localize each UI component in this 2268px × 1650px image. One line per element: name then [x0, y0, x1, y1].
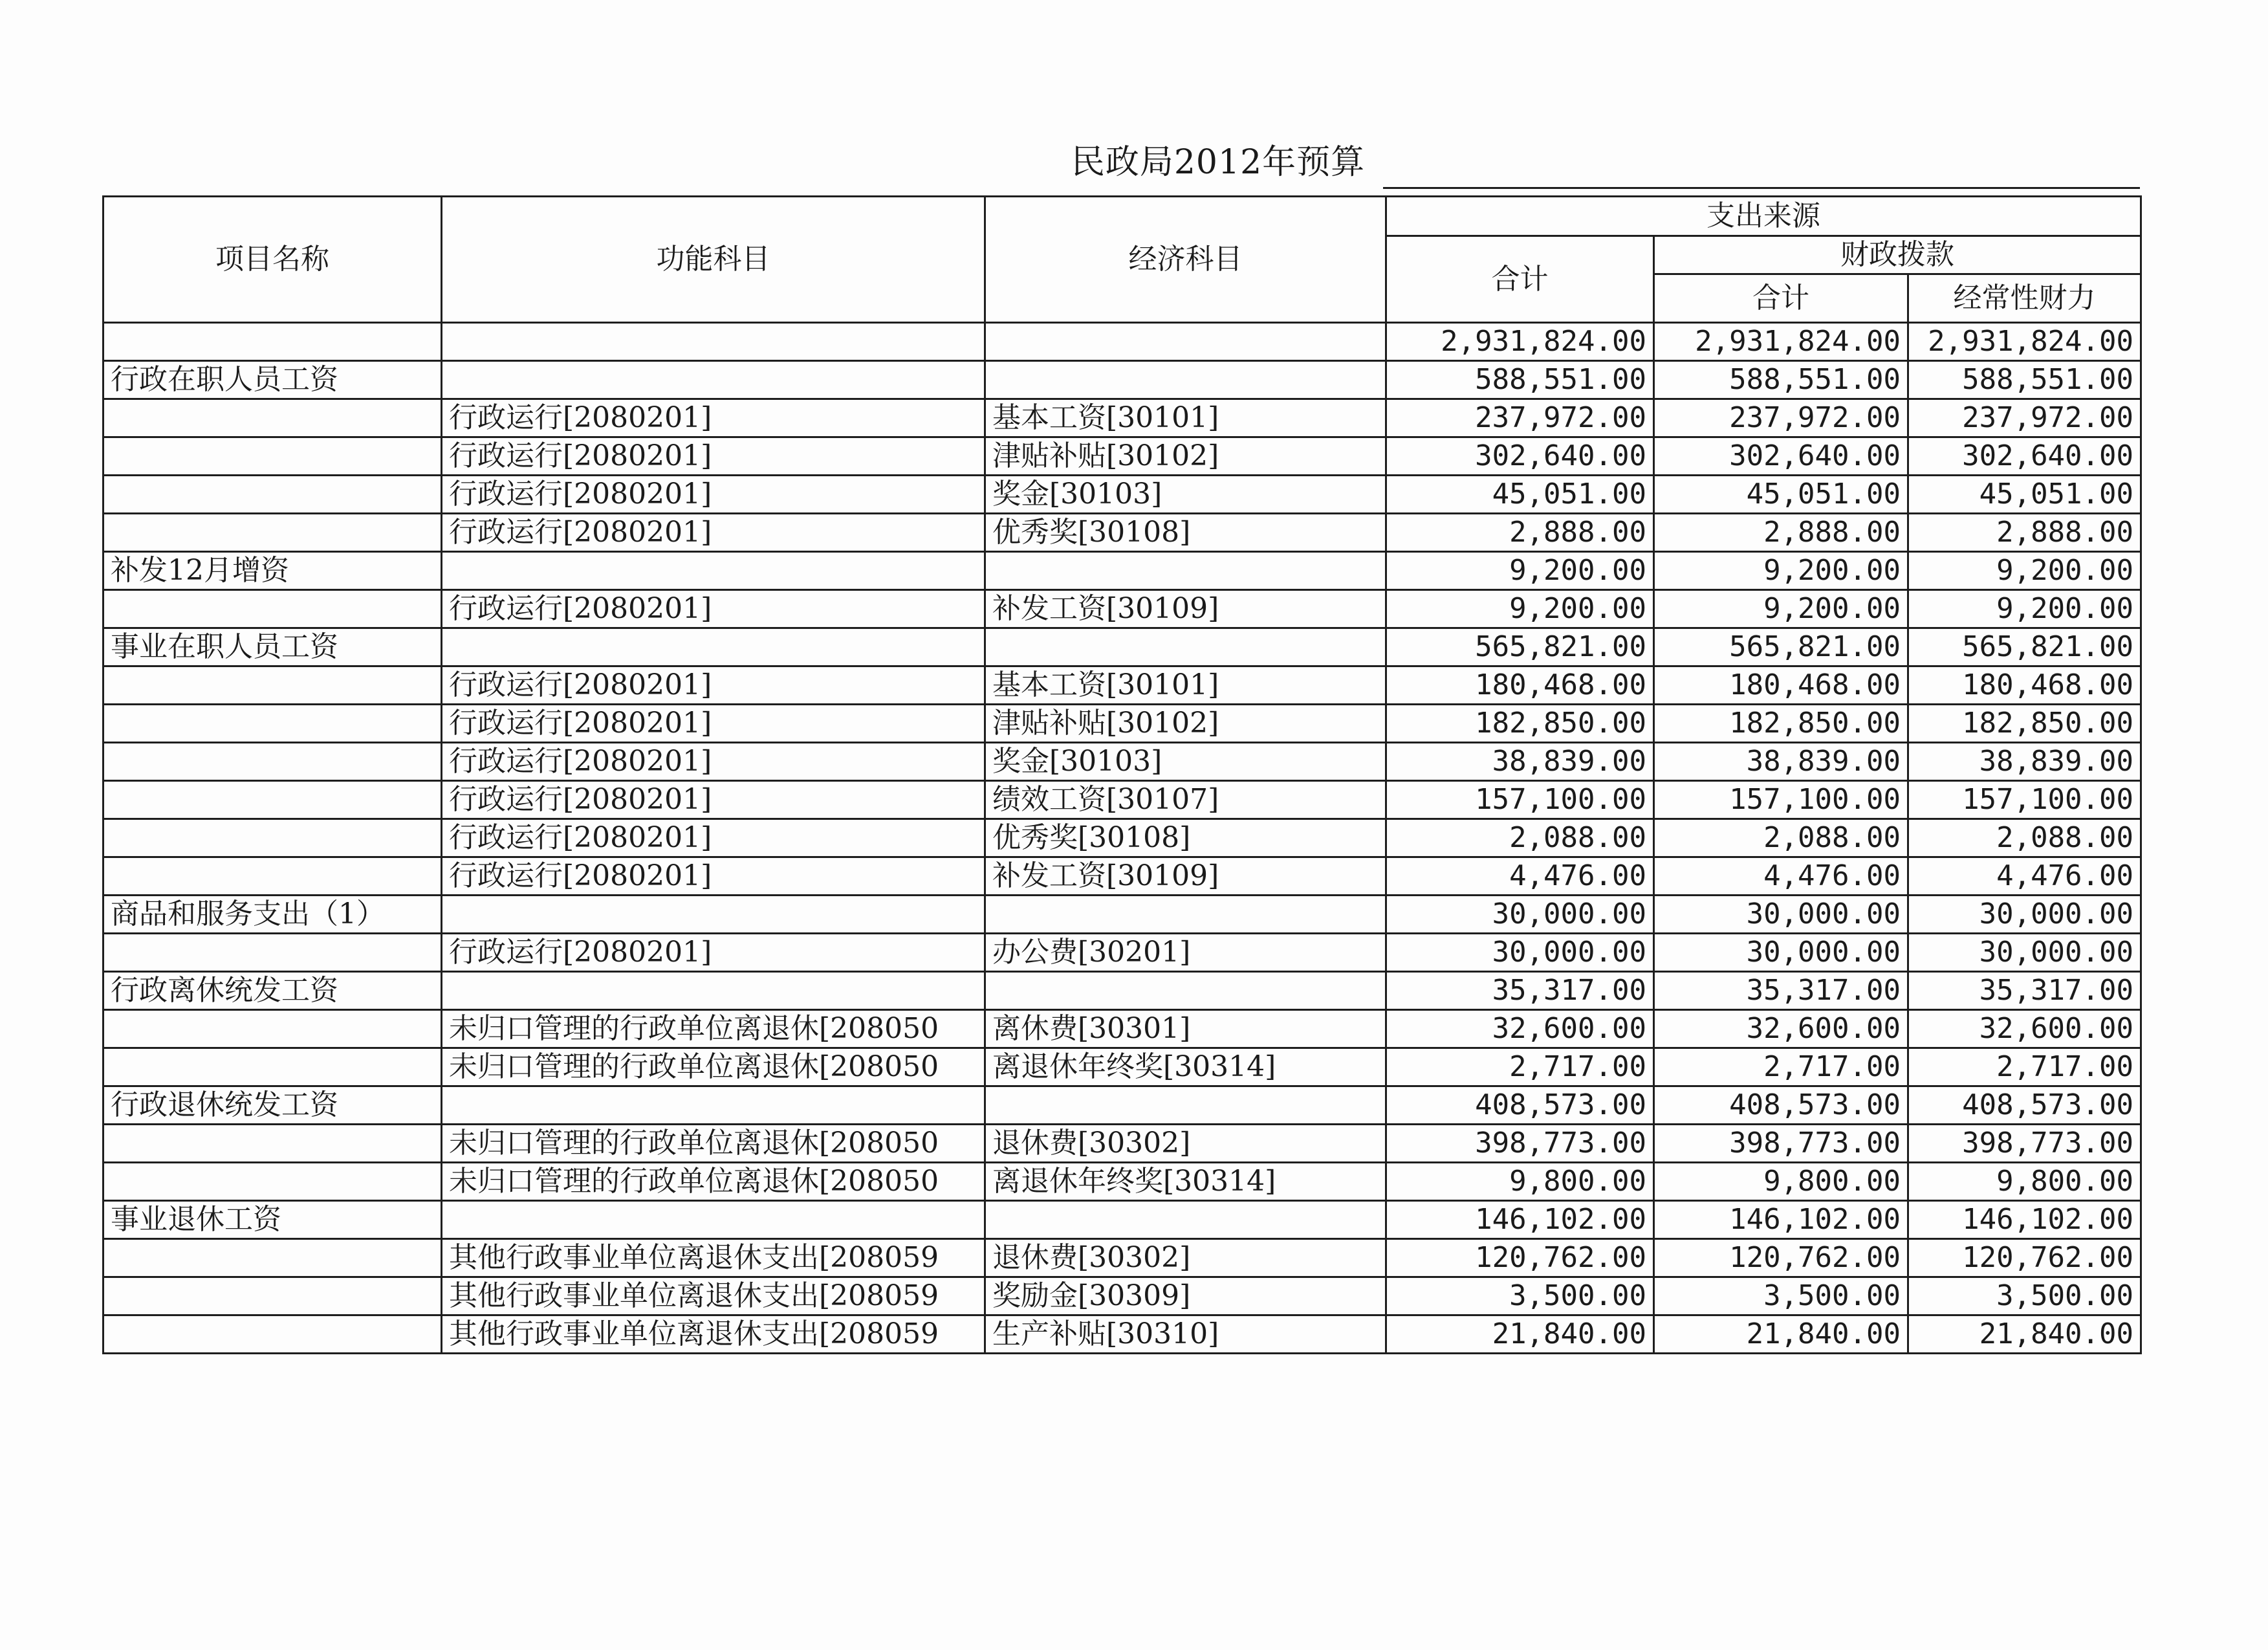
total-cell: 120,762.00: [1386, 1239, 1654, 1277]
project-name-cell: [104, 666, 442, 705]
fiscal-total-cell: 182,850.00: [1654, 705, 1908, 743]
total-cell: 30,000.00: [1386, 896, 1654, 934]
project-name-cell: [104, 1277, 442, 1315]
function-subject-cell: [442, 1086, 985, 1125]
economic-subject-cell: 办公费[30201]: [985, 934, 1386, 972]
project-name-cell: 事业退休工资: [104, 1201, 442, 1239]
fiscal-total-cell: 9,800.00: [1654, 1163, 1908, 1201]
economic-subject-cell: [985, 552, 1386, 590]
project-name-cell: [104, 1010, 442, 1048]
function-subject-cell: [442, 972, 985, 1010]
economic-subject-cell: [985, 628, 1386, 666]
fiscal-total-cell: 2,088.00: [1654, 819, 1908, 857]
economic-subject-cell: [985, 896, 1386, 934]
function-subject-cell: 行政运行[2080201]: [442, 399, 985, 437]
table-row: [104, 819, 2141, 857]
function-subject-cell: 未归口管理的行政单位离退休[208050: [442, 1048, 985, 1086]
function-subject-cell: 未归口管理的行政单位离退休[208050: [442, 1163, 985, 1201]
fiscal-total-cell: 146,102.00: [1654, 1201, 1908, 1239]
total-cell: 146,102.00: [1386, 1201, 1654, 1239]
economic-subject-cell: 优秀奖[30108]: [985, 819, 1386, 857]
table-row: [104, 361, 2141, 399]
total-cell: 45,051.00: [1386, 476, 1654, 514]
total-cell: 30,000.00: [1386, 934, 1654, 972]
recurring-fiscal-cell: 120,762.00: [1908, 1239, 2141, 1277]
fiscal-total-cell: 9,200.00: [1654, 590, 1908, 628]
total-cell: 35,317.00: [1386, 972, 1654, 1010]
table-row: [104, 1163, 2141, 1201]
recurring-fiscal-cell: 180,468.00: [1908, 666, 2141, 705]
table-row: [104, 1315, 2141, 1354]
economic-subject-cell: [985, 361, 1386, 399]
recurring-fiscal-cell: 9,200.00: [1908, 590, 2141, 628]
recurring-fiscal-cell: 38,839.00: [1908, 743, 2141, 781]
page-title: 民政局2012年预算: [1071, 143, 1366, 182]
function-subject-cell: 未归口管理的行政单位离退休[208050: [442, 1125, 985, 1163]
table-row: [104, 934, 2141, 972]
economic-subject-cell: 退休费[30302]: [985, 1239, 1386, 1277]
project-name-cell: [104, 590, 442, 628]
total-cell: 588,551.00: [1386, 361, 1654, 399]
economic-subject-cell: 补发工资[30109]: [985, 590, 1386, 628]
recurring-fiscal-cell: 588,551.00: [1908, 361, 2141, 399]
economic-subject-cell: 退休费[30302]: [985, 1125, 1386, 1163]
recurring-fiscal-cell: 398,773.00: [1908, 1125, 2141, 1163]
function-subject-cell: [442, 628, 985, 666]
table-row: [104, 514, 2141, 552]
header-function-subject: 功能科目: [442, 197, 985, 323]
fiscal-total-cell: 302,640.00: [1654, 437, 1908, 476]
project-name-cell: [104, 323, 442, 361]
fiscal-total-cell: 21,840.00: [1654, 1315, 1908, 1354]
project-name-cell: [104, 743, 442, 781]
project-name-cell: 行政离休统发工资: [104, 972, 442, 1010]
project-name-cell: [104, 1239, 442, 1277]
recurring-fiscal-cell: 2,888.00: [1908, 514, 2141, 552]
recurring-fiscal-cell: 408,573.00: [1908, 1086, 2141, 1125]
table-row: [104, 743, 2141, 781]
project-name-cell: [104, 399, 442, 437]
function-subject-cell: 行政运行[2080201]: [442, 781, 985, 819]
table-row: [104, 857, 2141, 896]
function-subject-cell: 行政运行[2080201]: [442, 476, 985, 514]
total-cell: 3,500.00: [1386, 1277, 1654, 1315]
project-name-cell: [104, 437, 442, 476]
economic-subject-cell: 离退休年终奖[30314]: [985, 1048, 1386, 1086]
table-row: [104, 476, 2141, 514]
total-cell: 2,888.00: [1386, 514, 1654, 552]
total-cell: 32,600.00: [1386, 1010, 1654, 1048]
header-project-name: 项目名称: [104, 197, 442, 323]
function-subject-cell: 其他行政事业单位离退休支出[208059: [442, 1239, 985, 1277]
fiscal-total-cell: 3,500.00: [1654, 1277, 1908, 1315]
fiscal-total-cell: 2,717.00: [1654, 1048, 1908, 1086]
recurring-fiscal-cell: 237,972.00: [1908, 399, 2141, 437]
project-name-cell: 行政在职人员工资: [104, 361, 442, 399]
total-cell: 180,468.00: [1386, 666, 1654, 705]
function-subject-cell: 行政运行[2080201]: [442, 705, 985, 743]
fiscal-total-cell: 180,468.00: [1654, 666, 1908, 705]
total-cell: 4,476.00: [1386, 857, 1654, 896]
total-cell: 408,573.00: [1386, 1086, 1654, 1125]
table-row: [104, 552, 2141, 590]
fiscal-total-cell: 565,821.00: [1654, 628, 1908, 666]
economic-subject-cell: 奖金[30103]: [985, 476, 1386, 514]
fiscal-total-cell: 4,476.00: [1654, 857, 1908, 896]
total-cell: 182,850.00: [1386, 705, 1654, 743]
budget-table: [102, 195, 2142, 1354]
recurring-fiscal-cell: 565,821.00: [1908, 628, 2141, 666]
table-row: [104, 437, 2141, 476]
table-row: [104, 1125, 2141, 1163]
table-row: [104, 628, 2141, 666]
recurring-fiscal-cell: 9,200.00: [1908, 552, 2141, 590]
total-cell: 157,100.00: [1386, 781, 1654, 819]
total-cell: 2,717.00: [1386, 1048, 1654, 1086]
header-total: 合计: [1386, 236, 1654, 323]
table-row: [104, 705, 2141, 743]
recurring-fiscal-cell: 3,500.00: [1908, 1277, 2141, 1315]
function-subject-cell: [442, 552, 985, 590]
table-row: [104, 781, 2141, 819]
function-subject-cell: 行政运行[2080201]: [442, 514, 985, 552]
fiscal-total-cell: 9,200.00: [1654, 552, 1908, 590]
recurring-fiscal-cell: 2,088.00: [1908, 819, 2141, 857]
economic-subject-cell: 基本工资[30101]: [985, 666, 1386, 705]
project-name-cell: [104, 1163, 442, 1201]
recurring-fiscal-cell: 30,000.00: [1908, 896, 2141, 934]
function-subject-cell: 行政运行[2080201]: [442, 590, 985, 628]
fiscal-total-cell: 30,000.00: [1654, 896, 1908, 934]
project-name-cell: [104, 476, 442, 514]
function-subject-cell: [442, 323, 985, 361]
total-cell: 2,088.00: [1386, 819, 1654, 857]
economic-subject-cell: 优秀奖[30108]: [985, 514, 1386, 552]
fiscal-total-cell: 30,000.00: [1654, 934, 1908, 972]
economic-subject-cell: [985, 972, 1386, 1010]
function-subject-cell: [442, 896, 985, 934]
total-cell: 9,200.00: [1386, 590, 1654, 628]
fiscal-total-cell: 2,931,824.00: [1654, 323, 1908, 361]
fiscal-total-cell: 237,972.00: [1654, 399, 1908, 437]
economic-subject-cell: 奖励金[30309]: [985, 1277, 1386, 1315]
recurring-fiscal-cell: 2,717.00: [1908, 1048, 2141, 1086]
table-row: [104, 666, 2141, 705]
function-subject-cell: [442, 1201, 985, 1239]
function-subject-cell: 行政运行[2080201]: [442, 437, 985, 476]
project-name-cell: 行政退休统发工资: [104, 1086, 442, 1125]
economic-subject-cell: 津贴补贴[30102]: [985, 437, 1386, 476]
recurring-fiscal-cell: 2,931,824.00: [1908, 323, 2141, 361]
fiscal-total-cell: 157,100.00: [1654, 781, 1908, 819]
project-name-cell: [104, 781, 442, 819]
project-name-cell: [104, 934, 442, 972]
fiscal-total-cell: 398,773.00: [1654, 1125, 1908, 1163]
fiscal-total-cell: 45,051.00: [1654, 476, 1908, 514]
header-recurring-fiscal: 经常性财力: [1908, 274, 2141, 323]
economic-subject-cell: 基本工资[30101]: [985, 399, 1386, 437]
header-fiscal-total: 合计: [1654, 274, 1908, 323]
recurring-fiscal-cell: 302,640.00: [1908, 437, 2141, 476]
header-fiscal-appropriation: 财政拨款: [1654, 236, 2141, 274]
recurring-fiscal-cell: 146,102.00: [1908, 1201, 2141, 1239]
economic-subject-cell: 津贴补贴[30102]: [985, 705, 1386, 743]
recurring-fiscal-cell: 30,000.00: [1908, 934, 2141, 972]
economic-subject-cell: [985, 1086, 1386, 1125]
project-name-cell: [104, 857, 442, 896]
recurring-fiscal-cell: 32,600.00: [1908, 1010, 2141, 1048]
project-name-cell: [104, 819, 442, 857]
header-expense-source: 支出来源: [1386, 197, 2141, 236]
recurring-fiscal-cell: 182,850.00: [1908, 705, 2141, 743]
table-row: [104, 1201, 2141, 1239]
economic-subject-cell: 离退休年终奖[30314]: [985, 1163, 1386, 1201]
recurring-fiscal-cell: 9,800.00: [1908, 1163, 2141, 1201]
project-name-cell: 事业在职人员工资: [104, 628, 442, 666]
project-name-cell: 补发12月增资: [104, 552, 442, 590]
fiscal-total-cell: 38,839.00: [1654, 743, 1908, 781]
recurring-fiscal-cell: 45,051.00: [1908, 476, 2141, 514]
total-cell: 21,840.00: [1386, 1315, 1654, 1354]
table-row: [104, 1086, 2141, 1125]
fiscal-total-cell: 408,573.00: [1654, 1086, 1908, 1125]
header-rule: [1383, 187, 2140, 189]
table-row: [104, 399, 2141, 437]
total-cell: 2,931,824.00: [1386, 323, 1654, 361]
project-name-cell: [104, 1125, 442, 1163]
economic-subject-cell: 奖金[30103]: [985, 743, 1386, 781]
fiscal-total-cell: 35,317.00: [1654, 972, 1908, 1010]
economic-subject-cell: 绩效工资[30107]: [985, 781, 1386, 819]
recurring-fiscal-cell: 35,317.00: [1908, 972, 2141, 1010]
table-row: [104, 1010, 2141, 1048]
project-name-cell: [104, 705, 442, 743]
function-subject-cell: [442, 361, 985, 399]
project-name-cell: [104, 1315, 442, 1354]
recurring-fiscal-cell: 21,840.00: [1908, 1315, 2141, 1354]
project-name-cell: [104, 1048, 442, 1086]
table-row: [104, 1239, 2141, 1277]
function-subject-cell: 行政运行[2080201]: [442, 934, 985, 972]
table-row: [104, 972, 2141, 1010]
fiscal-total-cell: 120,762.00: [1654, 1239, 1908, 1277]
function-subject-cell: 行政运行[2080201]: [442, 666, 985, 705]
table-row: [104, 323, 2141, 361]
total-cell: 38,839.00: [1386, 743, 1654, 781]
economic-subject-cell: [985, 1201, 1386, 1239]
function-subject-cell: 其他行政事业单位离退休支出[208059: [442, 1277, 985, 1315]
table-row: [104, 1048, 2141, 1086]
total-cell: 398,773.00: [1386, 1125, 1654, 1163]
function-subject-cell: 行政运行[2080201]: [442, 743, 985, 781]
total-cell: 565,821.00: [1386, 628, 1654, 666]
function-subject-cell: 其他行政事业单位离退休支出[208059: [442, 1315, 985, 1354]
function-subject-cell: 行政运行[2080201]: [442, 819, 985, 857]
function-subject-cell: 行政运行[2080201]: [442, 857, 985, 896]
total-cell: 9,800.00: [1386, 1163, 1654, 1201]
total-cell: 9,200.00: [1386, 552, 1654, 590]
header-economic-subject: 经济科目: [985, 197, 1386, 323]
economic-subject-cell: 补发工资[30109]: [985, 857, 1386, 896]
recurring-fiscal-cell: 4,476.00: [1908, 857, 2141, 896]
table-row: [104, 590, 2141, 628]
fiscal-total-cell: 588,551.00: [1654, 361, 1908, 399]
economic-subject-cell: 生产补贴[30310]: [985, 1315, 1386, 1354]
recurring-fiscal-cell: 157,100.00: [1908, 781, 2141, 819]
table-row: [104, 1277, 2141, 1315]
project-name-cell: [104, 514, 442, 552]
table-row: [104, 896, 2141, 934]
fiscal-total-cell: 32,600.00: [1654, 1010, 1908, 1048]
economic-subject-cell: [985, 323, 1386, 361]
project-name-cell: 商品和服务支出（1）: [104, 896, 442, 934]
fiscal-total-cell: 2,888.00: [1654, 514, 1908, 552]
function-subject-cell: 未归口管理的行政单位离退休[208050: [442, 1010, 985, 1048]
total-cell: 302,640.00: [1386, 437, 1654, 476]
total-cell: 237,972.00: [1386, 399, 1654, 437]
economic-subject-cell: 离休费[30301]: [985, 1010, 1386, 1048]
